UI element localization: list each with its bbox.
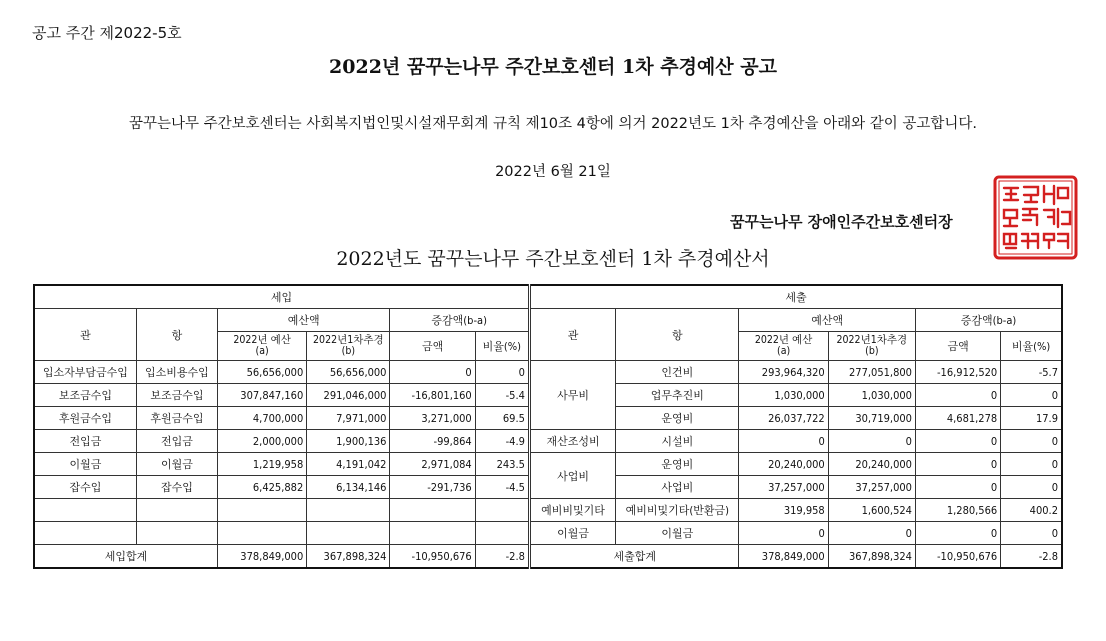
income-gwan: 입소자부담금수입 (34, 361, 136, 384)
income-hang: 이월금 (136, 453, 217, 476)
expense-budget-b: 20,240,000 (828, 453, 915, 476)
expense-change-ratio: 0 (1001, 476, 1062, 499)
expense-budget-a: 20,240,000 (739, 453, 828, 476)
expense-budget-a: 319,958 (739, 499, 828, 522)
main-title: 2022년 꿈꾸는나무 주간보호센터 1차 추경예산 공고 (329, 56, 777, 78)
income-hang: 잡수입 (136, 476, 217, 499)
table-row (34, 430, 1062, 453)
expense-budget-a: 26,037,722 (739, 407, 828, 430)
income-hang: 입소비용수입 (136, 361, 217, 384)
income-change-amount: 0 (390, 361, 475, 384)
income-total-budget-b: 367,898,324 (307, 545, 390, 569)
expense-total-change-ratio: -2.8 (1001, 545, 1062, 569)
expense-change-amount: 0 (915, 384, 1000, 407)
income-col-amount: 금액 (390, 332, 475, 361)
expense-budget-a: 293,964,320 (739, 361, 828, 384)
income-change-amount: 2,971,084 (390, 453, 475, 476)
body-text: 꿈꾸는나무 주간보호센터는 사회복지법인및시설재무회계 규칙 제10조 4항에 의거 2022년도 1차 추경예산을 아래와 같이 공고합니다. (128, 116, 978, 132)
income-col-gwan: 관 (34, 309, 136, 361)
empty-cell (218, 522, 307, 545)
income-change-ratio: 243.5 (475, 453, 529, 476)
expense-hang: 예비비및기타(반환금) (616, 499, 739, 522)
expense-budget-b: 277,051,800 (828, 361, 915, 384)
budget-table (33, 284, 1063, 569)
income-change-ratio: 69.5 (475, 407, 529, 430)
income-gwan: 보조금수입 (34, 384, 136, 407)
expense-change-amount: 0 (915, 522, 1000, 545)
empty-cell (34, 499, 136, 522)
expense-gwan: 예비비및기타 (529, 499, 615, 522)
income-budget-a: 307,847,160 (218, 384, 307, 407)
expense-budget-a: 0 (739, 522, 828, 545)
income-total-change-amount: -10,950,676 (390, 545, 475, 569)
expense-gwan: 사업비 (529, 453, 615, 499)
income-change-ratio: -5.4 (475, 384, 529, 407)
income-change-amount: -291,736 (390, 476, 475, 499)
income-col-change: 증감액(b-a) (390, 309, 529, 332)
empty-cell (475, 499, 529, 522)
income-change-amount: -16,801,160 (390, 384, 475, 407)
empty-cell (34, 522, 136, 545)
income-change-ratio: -4.9 (475, 430, 529, 453)
expense-gwan: 사무비 (529, 361, 615, 430)
expense-total-label: 세출합계 (529, 545, 739, 569)
income-change-ratio: 0 (475, 361, 529, 384)
expense-change-ratio: -5.7 (1001, 361, 1062, 384)
income-budget-a: 56,656,000 (218, 361, 307, 384)
income-budget-a: 1,219,958 (218, 453, 307, 476)
expense-change-ratio: 0 (1001, 453, 1062, 476)
expense-total-budget-b: 367,898,324 (828, 545, 915, 569)
expense-col-budget-a: 2022년 예산 (a) (739, 332, 828, 361)
expense-hang: 사업비 (616, 476, 739, 499)
income-budget-b: 56,656,000 (307, 361, 390, 384)
expense-hang: 이월금 (616, 522, 739, 545)
income-change-amount: -99,864 (390, 430, 475, 453)
expense-budget-a: 37,257,000 (739, 476, 828, 499)
expense-col-budget: 예산액 (739, 309, 915, 332)
expense-budget-b: 0 (828, 430, 915, 453)
income-budget-b: 1,900,136 (307, 430, 390, 453)
expense-budget-b: 1,030,000 (828, 384, 915, 407)
expense-hang: 시설비 (616, 430, 739, 453)
income-gwan: 후원금수입 (34, 407, 136, 430)
expense-hang: 업무추진비 (616, 384, 739, 407)
income-hang: 전입금 (136, 430, 217, 453)
table-row (34, 361, 1062, 384)
expense-col-budget-b: 2022년1차추경 (b) (828, 332, 915, 361)
income-gwan: 전입금 (34, 430, 136, 453)
expense-change-ratio: 400.2 (1001, 499, 1062, 522)
income-budget-a: 6,425,882 (218, 476, 307, 499)
expense-col-amount: 금액 (915, 332, 1000, 361)
header-row-2 (34, 309, 1062, 332)
expense-change-amount: 0 (915, 430, 1000, 453)
expense-change-amount: 0 (915, 453, 1000, 476)
income-gwan: 이월금 (34, 453, 136, 476)
income-budget-a: 2,000,000 (218, 430, 307, 453)
expense-budget-a: 1,030,000 (739, 384, 828, 407)
empty-cell (475, 522, 529, 545)
expense-gwan: 이월금 (529, 522, 615, 545)
expense-change-ratio: 17.9 (1001, 407, 1062, 430)
table-title: 2022년도 꿈꾸는나무 주간보호센터 1차 추경예산서 (336, 248, 770, 270)
table-row (34, 453, 1062, 476)
expense-hang: 인건비 (616, 361, 739, 384)
income-budget-b: 291,046,000 (307, 384, 390, 407)
empty-cell (390, 522, 475, 545)
expense-hang: 운영비 (616, 453, 739, 476)
header-row-1 (34, 285, 1062, 309)
table-row (34, 499, 1062, 522)
income-col-budget-a: 2022년 예산 (a) (218, 332, 307, 361)
expense-total-change-amount: -10,950,676 (915, 545, 1000, 569)
expense-col-change: 증감액(b-a) (915, 309, 1062, 332)
expense-header: 세출 (529, 285, 1062, 309)
income-budget-b: 7,971,000 (307, 407, 390, 430)
organization-name: 꿈꾸는나무 장애인주간보호센터장 (730, 213, 953, 231)
table-row (34, 522, 1062, 545)
expense-col-ratio: 비율(%) (1001, 332, 1062, 361)
income-col-budget: 예산액 (218, 309, 390, 332)
expense-total-budget-a: 378,849,000 (739, 545, 828, 569)
income-hang: 보조금수입 (136, 384, 217, 407)
expense-change-ratio: 0 (1001, 430, 1062, 453)
total-row (34, 545, 1062, 569)
income-hang: 후원금수입 (136, 407, 217, 430)
income-change-amount: 3,271,000 (390, 407, 475, 430)
empty-cell (136, 522, 217, 545)
expense-budget-b: 0 (828, 522, 915, 545)
expense-budget-a: 0 (739, 430, 828, 453)
expense-hang: 운영비 (616, 407, 739, 430)
empty-cell (390, 499, 475, 522)
expense-change-amount: -16,912,520 (915, 361, 1000, 384)
expense-change-amount: 0 (915, 476, 1000, 499)
income-total-label: 세입합계 (34, 545, 218, 569)
income-header: 세입 (34, 285, 529, 309)
income-total-change-ratio: -2.8 (475, 545, 529, 569)
income-total-budget-a: 378,849,000 (218, 545, 307, 569)
expense-budget-b: 1,600,524 (828, 499, 915, 522)
income-budget-b: 4,191,042 (307, 453, 390, 476)
notice-number: 공고 주간 제2022-5호 (32, 24, 182, 42)
income-gwan: 잡수입 (34, 476, 136, 499)
expense-budget-b: 30,719,000 (828, 407, 915, 430)
income-col-hang: 항 (136, 309, 217, 361)
income-col-ratio: 비율(%) (475, 332, 529, 361)
income-budget-a: 4,700,000 (218, 407, 307, 430)
empty-cell (307, 522, 390, 545)
expense-col-gwan: 관 (529, 309, 615, 361)
expense-gwan: 재산조성비 (529, 430, 615, 453)
income-col-budget-b: 2022년1차추경 (b) (307, 332, 390, 361)
expense-change-ratio: 0 (1001, 384, 1062, 407)
expense-col-hang: 항 (616, 309, 739, 361)
expense-change-amount: 1,280,566 (915, 499, 1000, 522)
expense-change-amount: 4,681,278 (915, 407, 1000, 430)
empty-cell (218, 499, 307, 522)
expense-budget-b: 37,257,000 (828, 476, 915, 499)
notice-date: 2022년 6월 21일 (495, 164, 611, 180)
empty-cell (136, 499, 217, 522)
empty-cell (307, 499, 390, 522)
income-budget-b: 6,134,146 (307, 476, 390, 499)
expense-change-ratio: 0 (1001, 522, 1062, 545)
income-change-ratio: -4.5 (475, 476, 529, 499)
